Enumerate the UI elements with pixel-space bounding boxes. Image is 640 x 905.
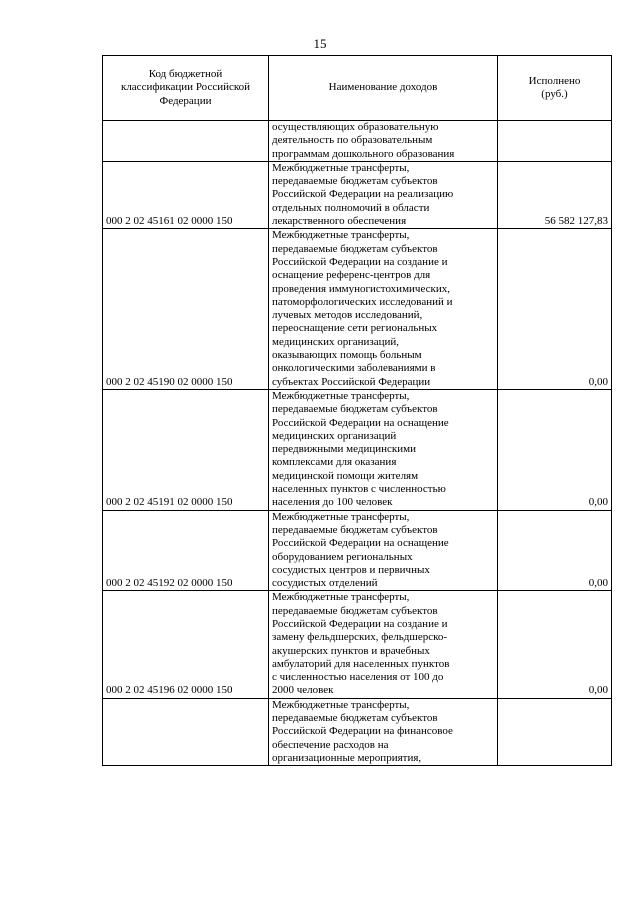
revenue-name-line: организационные мероприятия,: [272, 751, 422, 764]
revenue-name-line: Российской Федерации на создание и: [272, 617, 448, 630]
header-name-line: Наименование доходов: [328, 81, 438, 94]
table-row: [103, 229, 612, 390]
header-code-line: Федерации: [159, 94, 212, 107]
amount-cell: 0,00: [498, 591, 612, 698]
revenue-name-line: Межбюджетные трансферты,: [272, 161, 410, 174]
revenue-name-cell: [269, 121, 498, 162]
header-code: [103, 56, 269, 121]
revenue-name-cell: [269, 510, 498, 591]
revenue-table: [102, 55, 612, 766]
page-number: 15: [313, 36, 327, 51]
revenue-name-line: медицинских организаций,: [272, 335, 400, 348]
revenue-name-line: передвижными медицинскими: [272, 443, 416, 456]
revenue-name-line: Межбюджетные трансферты,: [272, 510, 410, 523]
revenue-name-cell: [269, 161, 498, 228]
revenue-name-cell: [269, 698, 498, 765]
revenue-name-line: медицинской помощи жителям: [272, 469, 419, 482]
header-code-line: Код бюджетной: [148, 68, 223, 81]
header-code-line: классификации Российской: [120, 81, 251, 94]
budget-code-cell: 000 2 02 45196 02 0000 150: [103, 591, 269, 698]
revenue-name-cell: [269, 229, 498, 390]
budget-code-cell: [103, 121, 269, 162]
budget-code-cell: 000 2 02 45190 02 0000 150: [103, 229, 269, 390]
header-amount-line: Исполнено: [528, 74, 581, 87]
amount-cell: [498, 698, 612, 765]
revenue-name-line: онкологическими заболеваниями в: [272, 362, 436, 375]
table-body: [103, 121, 612, 766]
amount-cell: 0,00: [498, 510, 612, 591]
revenue-name-line: лучевых методов исследований,: [272, 309, 423, 322]
revenue-name-line: замену фельдшерских, фельдшерско-: [272, 631, 448, 644]
revenue-name-line: 2000 человек: [272, 684, 334, 697]
revenue-name-cell: [269, 389, 498, 510]
amount-cell: [498, 121, 612, 162]
revenue-name-line: амбулаторий для населенных пунктов: [272, 657, 450, 670]
revenue-name-line: Российской Федерации на оснащение: [272, 537, 449, 550]
revenue-name-line: акушерских пунктов и врачебных: [272, 644, 430, 657]
budget-code-cell: [103, 698, 269, 765]
header-name: [269, 56, 498, 121]
revenue-name-line: населенных пунктов с численностью: [272, 483, 446, 496]
revenue-name-line: проведения иммуногистохимических,: [272, 282, 450, 295]
revenue-name-line: осуществляющих образовательную: [272, 121, 439, 133]
table-row: [103, 389, 612, 510]
budget-code-cell: 000 2 02 45191 02 0000 150: [103, 389, 269, 510]
revenue-name-line: медицинских организаций: [272, 429, 397, 442]
revenue-name-line: передаваемые бюджетам субъектов: [272, 712, 438, 725]
revenue-name-line: населения до 100 человек: [272, 496, 393, 509]
revenue-name-line: передаваемые бюджетам субъектов: [272, 242, 438, 255]
revenue-name-line: субъектах Российской Федерации: [272, 375, 431, 388]
revenue-name-line: Межбюджетные трансферты,: [272, 698, 410, 711]
revenue-name-line: Российской Федерации на реализацию: [272, 188, 454, 201]
revenue-name-line: оснащение референс-центров для: [272, 269, 431, 282]
revenue-name-line: передаваемые бюджетам субъектов: [272, 523, 438, 536]
revenue-name-line: лекарственного обеспечения: [272, 215, 407, 228]
revenue-name-line: деятельность по образовательным: [272, 134, 433, 147]
revenue-name-line: комплексами для оказания: [272, 456, 397, 469]
revenue-name-line: Межбюджетные трансферты,: [272, 229, 410, 242]
revenue-name-line: отдельных полномочий в области: [272, 201, 430, 214]
revenue-name-line: передаваемые бюджетам субъектов: [272, 175, 438, 188]
table-row: [103, 591, 612, 698]
table-row: [103, 698, 612, 765]
revenue-name-line: Российской Федерации на создание и: [272, 255, 448, 268]
revenue-name-line: Межбюджетные трансферты,: [272, 591, 410, 604]
header-amount-line: (руб.): [541, 88, 568, 100]
revenue-name-line: оказывающих помощь больным: [272, 349, 422, 362]
revenue-name-cell: [269, 591, 498, 698]
table-row: [103, 121, 612, 162]
revenue-name-line: обеспечение расходов на: [272, 738, 389, 751]
table-header-row: [103, 56, 612, 121]
revenue-name-line: патоморфологических исследований и: [272, 295, 453, 308]
amount-cell: 0,00: [498, 229, 612, 390]
revenue-name-line: оборудованием региональных: [272, 550, 413, 563]
amount-cell: 56 582 127,83: [498, 161, 612, 228]
amount-cell: 0,00: [498, 389, 612, 510]
revenue-name-line: программам дошкольного образования: [272, 147, 455, 160]
revenue-name-line: сосудистых отделений: [272, 577, 378, 590]
table-row: [103, 161, 612, 228]
budget-code-cell: 000 2 02 45161 02 0000 150: [103, 161, 269, 228]
revenue-name-line: Российской Федерации на оснащение: [272, 416, 449, 429]
revenue-name-line: передаваемые бюджетам субъектов: [272, 403, 438, 416]
revenue-name-line: с численностью населения от 100 до: [272, 671, 444, 684]
revenue-name-line: переоснащение сети региональных: [272, 322, 438, 335]
header-amount: [498, 56, 612, 121]
revenue-name-line: Российской Федерации на финансовое: [272, 725, 453, 738]
revenue-name-line: сосудистых центров и первичных: [272, 563, 430, 576]
revenue-name-line: передаваемые бюджетам субъектов: [272, 604, 438, 617]
budget-code-cell: 000 2 02 45192 02 0000 150: [103, 510, 269, 591]
table-row: [103, 510, 612, 591]
revenue-name-line: Межбюджетные трансферты,: [272, 389, 410, 402]
